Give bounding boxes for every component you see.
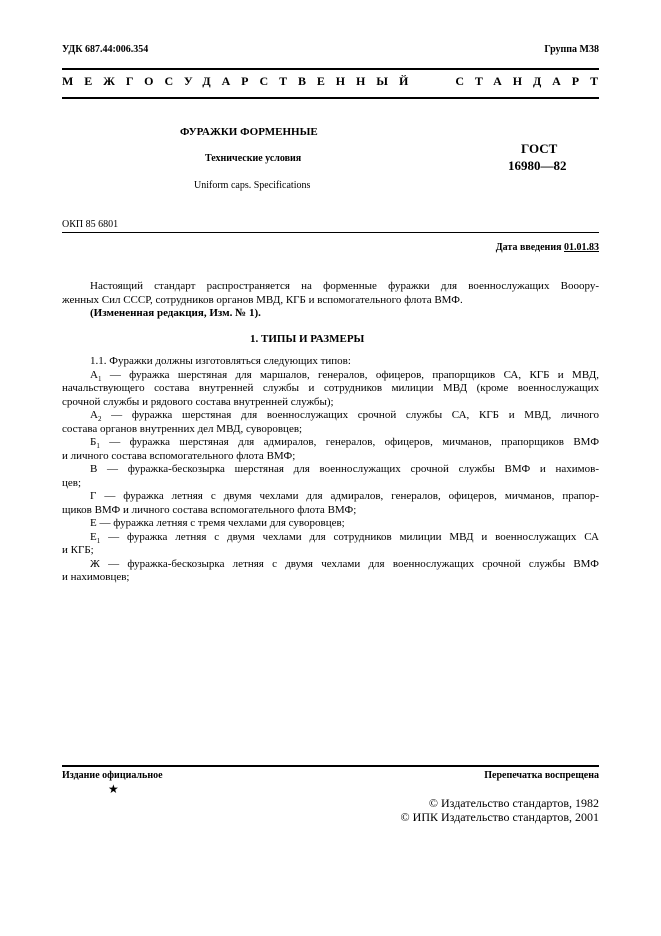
intro-line: женных Сил СССР, сотрудников органов МВД, КГБ и вспомогательного флота ВМФ. <box>62 293 463 306</box>
copyright-1982: © Издательство стандартов, 1982 <box>428 796 599 810</box>
title-en: Uniform caps. Specifications <box>194 180 311 191</box>
footer-rule <box>62 765 599 767</box>
type-b1-line: и личного состава вспомогательного флота ВМФ; <box>62 449 296 462</box>
type-a2-line: $А_2$ — фуражка шерстяная для военнослужащих срочной службы СА, КГБ и МВД, личного <box>90 409 600 424</box>
subtitle-ru: Технические условия <box>205 153 302 164</box>
type-a1-line: срочной службы и рядового состава внутренней службы); <box>62 395 334 408</box>
intro-date-value: 01.01.83 <box>564 242 599 253</box>
gost-label: ГОСТ <box>521 141 558 156</box>
okp-rule <box>62 232 599 233</box>
banner-word-2: СТАНДАРТ <box>455 74 609 88</box>
intro-date-label: Дата введения <box>495 242 562 253</box>
title-ru: ФУРАЖКИ ФОРМЕННЫЕ <box>180 126 318 138</box>
banner-rule <box>62 97 599 99</box>
type-g-line: щиков ВМФ и личного состава вспомогательного флота ВМФ; <box>62 503 357 516</box>
section-heading: 1. ТИПЫ И РАЗМЕРЫ <box>250 333 365 345</box>
type-e1-line: и КГБ; <box>62 544 94 556</box>
banner <box>62 74 609 92</box>
type-b1-line: $Б_1$ — фуражка шерстяная для адмиралов, генералов, офицеров, мичманов, прапорщиков ВМФ <box>90 436 600 451</box>
intro-line: Настоящий стандарт распространяется на форменные фуражки для военнослужащих Вооору- <box>90 280 599 292</box>
gost-number: 16980—82 <box>508 158 567 173</box>
type-a1-line: $А_1$ — фуражка шерстяная для маршалов, генералов, офицеров, прапорщиков СА, КГБ и МВД, <box>90 368 599 383</box>
type-a2-line: состава органов внутренних дел МВД, суворовцев; <box>62 422 303 435</box>
type-v-line: В — фуражка-бескозырка шерстяная для военнослужащих срочной службы ВМФ и нахимов- <box>90 463 599 475</box>
type-zh-line: Ж — фуражка-бескозырка летняя с двумя чехлами для военнослужащих срочной службы ВМФ <box>90 557 599 570</box>
star-icon: ★ <box>108 782 119 796</box>
type-a1-line: начальствующего состава внутренней службы и сотрудников милиции МВД (кроме военнослужащих <box>62 382 599 394</box>
group-code: Группа М38 <box>544 44 599 55</box>
section-body <box>62 355 599 585</box>
udk-code: УДК 687.44:006.354 <box>62 44 149 55</box>
type-e-line: Е — фуражка летняя с тремя чехлами для суворовцев; <box>90 517 345 529</box>
intro-paragraph <box>62 280 599 321</box>
okp-code: ОКП 85 6801 <box>62 219 119 230</box>
top-rule <box>62 68 599 70</box>
intro-date <box>496 242 599 253</box>
banner-word-1: МЕЖГОСУДАРСТВЕННЫЙ <box>62 74 420 88</box>
official-edition: Издание официальное <box>62 770 163 781</box>
type-g-line: Г — фуражка летняя с двумя чехлами для адмиралов, генералов, офицеров, мичманов, прапор- <box>90 490 599 502</box>
clause-1-1: 1.1. Фуражки должны изготовляться следующих типов: <box>90 355 351 367</box>
type-e1-line: $Е_1$ — фуражка летняя с двумя чехлами для сотрудников милиции МВД и военнослужащих СА <box>90 530 599 545</box>
copyright-2001: © ИПК Издательство стандартов, 2001 <box>400 810 599 824</box>
type-zh-line: и нахимовцев; <box>62 571 130 583</box>
type-v-line: цев; <box>62 476 82 489</box>
revision-note: (Измененная редакция, Изм. № 1). <box>90 307 261 319</box>
reprint-prohibited: Перепечатка воспрещена <box>484 770 599 781</box>
